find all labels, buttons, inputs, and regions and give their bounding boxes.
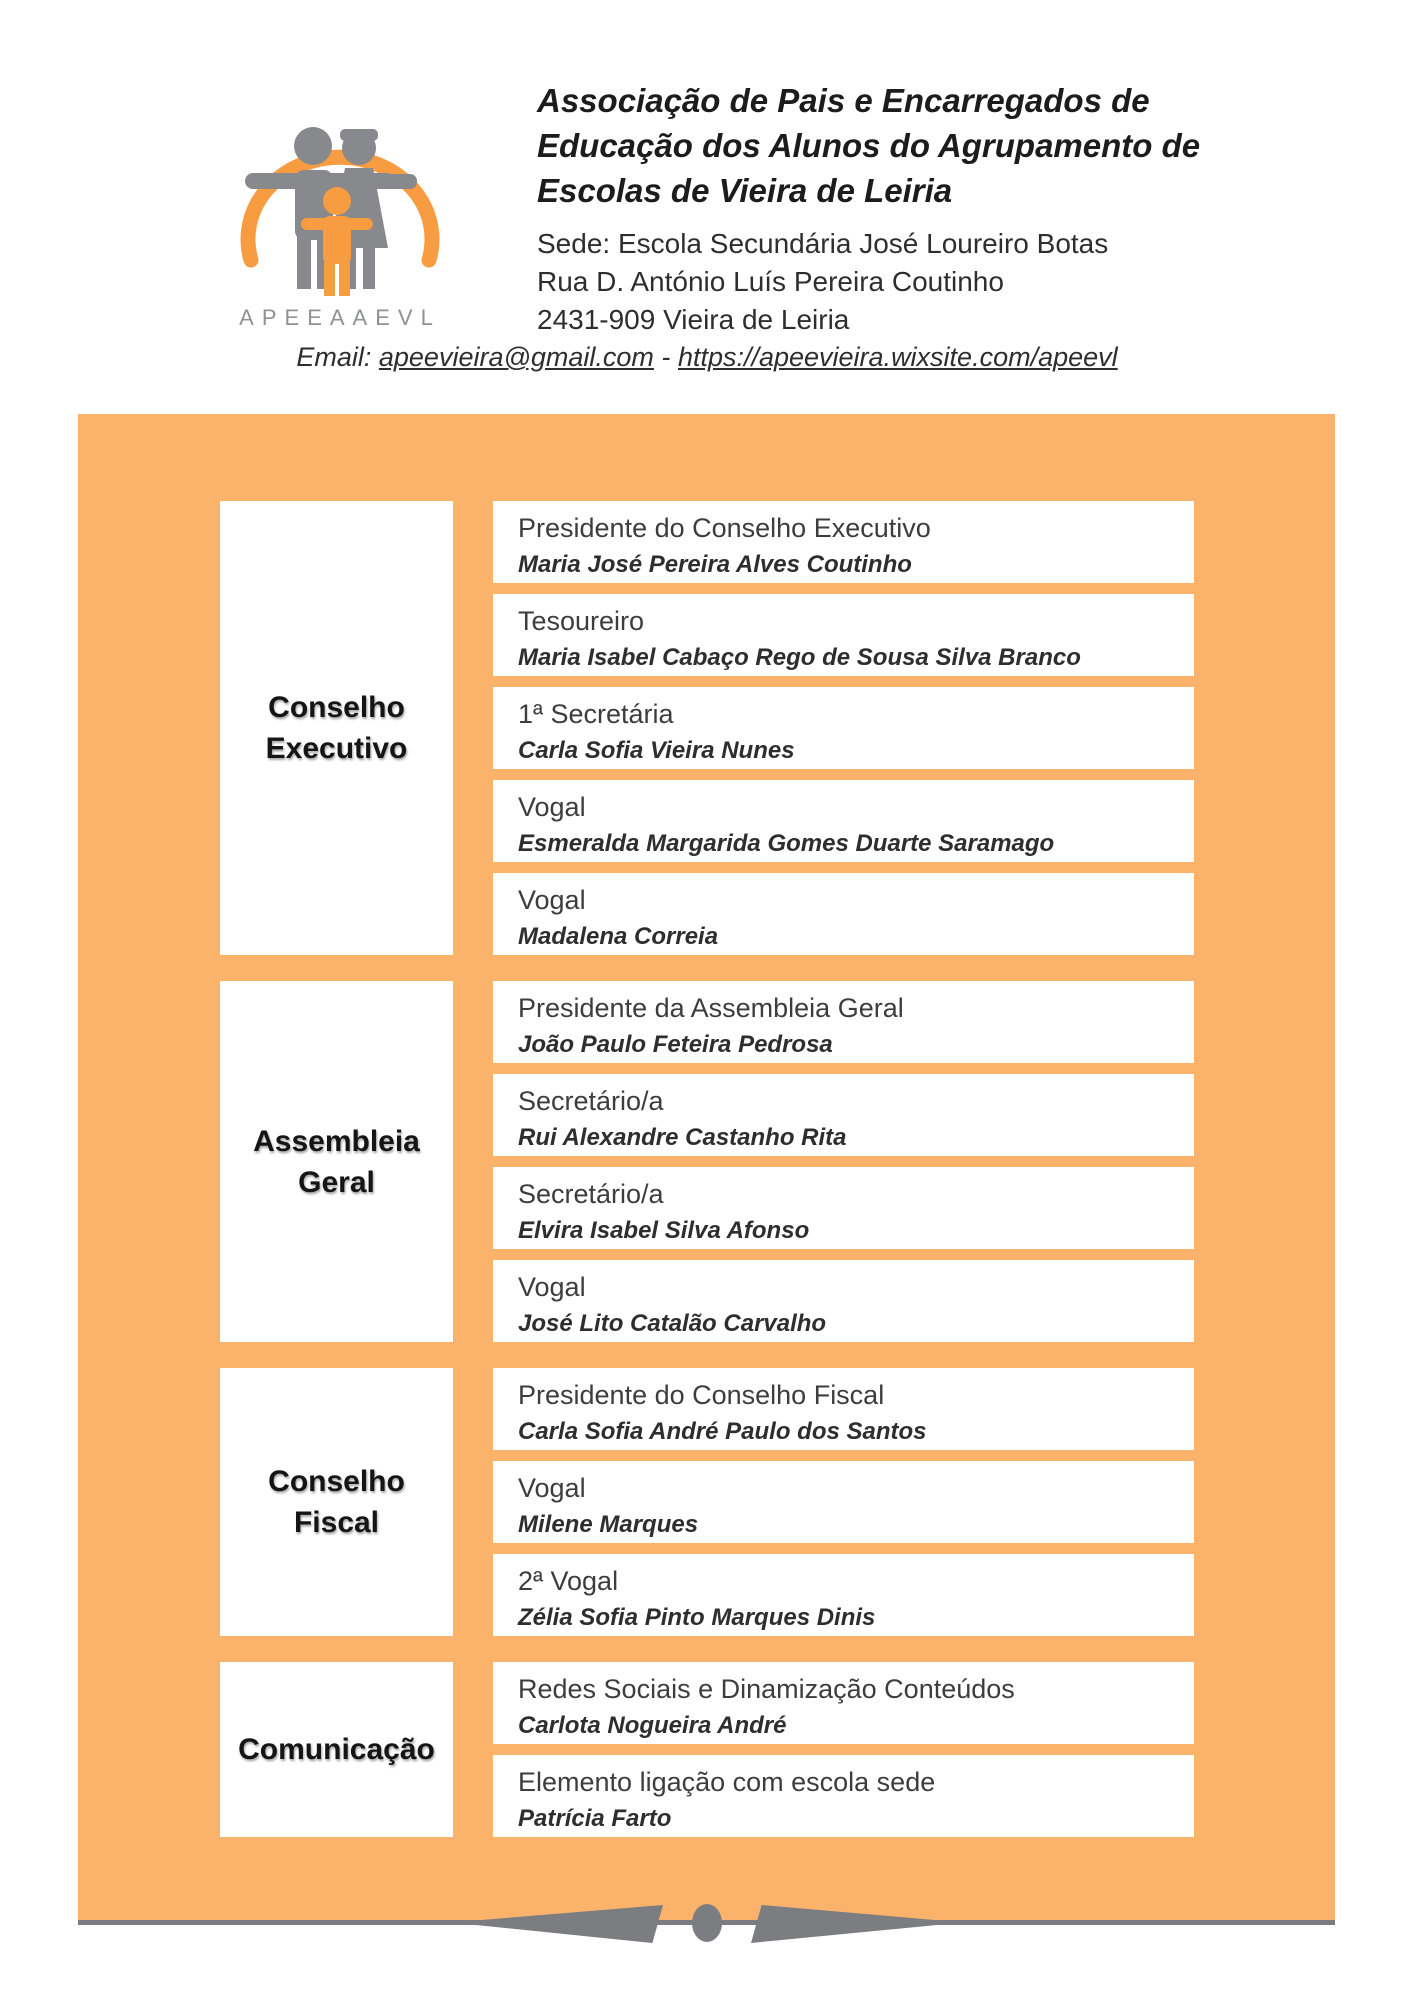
board-section xyxy=(220,1662,1194,1837)
member-role: Elemento ligação com escola sede xyxy=(518,1767,936,1797)
board-section xyxy=(220,1368,1194,1636)
member-card xyxy=(493,1662,1194,1744)
member-card xyxy=(493,981,1194,1063)
member-card xyxy=(493,1167,1194,1249)
member-name: Carlota Nogueira André xyxy=(518,1712,787,1739)
family-logo-icon xyxy=(225,98,455,298)
title-line: Associação de Pais e Encarregados de xyxy=(537,82,1150,119)
logo-caption: APEEAAEVL xyxy=(239,305,441,330)
member-name: Patrícia Farto xyxy=(518,1805,672,1832)
member-list xyxy=(493,1368,1194,1636)
divider-center-dot-icon xyxy=(692,1904,722,1942)
section-label: Conselho Executivo xyxy=(220,501,453,955)
member-role: Secretário/a xyxy=(518,1179,664,1209)
title-line: Educação dos Alunos do Agrupamento de xyxy=(537,127,1201,164)
member-card xyxy=(493,873,1194,955)
member-role: Vogal xyxy=(518,885,586,915)
contact-separator: - xyxy=(661,342,671,372)
member-role: Secretário/a xyxy=(518,1086,664,1116)
member-role: Vogal xyxy=(518,792,586,822)
board-section xyxy=(220,981,1194,1342)
member-card xyxy=(493,780,1194,862)
member-card xyxy=(493,1461,1194,1543)
member-name: Esmeralda Margarida Gomes Duarte Saramago xyxy=(518,830,1055,857)
member-role: Presidente do Conselho Executivo xyxy=(518,513,931,543)
member-name: Maria Isabel Cabaço Rego de Sousa Silva Branco xyxy=(518,644,1081,671)
email-label: Email: xyxy=(296,342,372,372)
board-sections xyxy=(220,501,1194,1837)
member-role: Redes Sociais e Dinamização Conteúdos xyxy=(518,1674,1015,1704)
member-role: 2ª Vogal xyxy=(518,1566,619,1596)
member-card xyxy=(493,594,1194,676)
board-section xyxy=(220,501,1194,955)
member-role: 1ª Secretária xyxy=(518,699,674,729)
member-card xyxy=(493,1755,1194,1837)
board-panel xyxy=(78,414,1335,1925)
member-role: Presidente da Assembleia Geral xyxy=(518,993,904,1023)
page-title xyxy=(537,78,1337,213)
title-line: Escolas de Vieira de Leiria xyxy=(537,172,953,209)
member-role: Tesoureiro xyxy=(518,606,645,636)
member-list xyxy=(493,1662,1194,1837)
member-card xyxy=(493,1554,1194,1636)
address-line: Sede: Escola Secundária José Loureiro Botas xyxy=(537,228,1109,259)
member-name: Zélia Sofia Pinto Marques Dinis xyxy=(518,1604,876,1631)
address-line: Rua D. António Luís Pereira Coutinho xyxy=(537,266,1004,297)
association-logo xyxy=(225,98,455,331)
member-role: Vogal xyxy=(518,1272,586,1302)
member-list xyxy=(493,501,1194,955)
member-list xyxy=(493,981,1194,1342)
member-card xyxy=(493,1260,1194,1342)
member-card xyxy=(493,1368,1194,1450)
member-card xyxy=(493,1074,1194,1156)
member-name: Elvira Isabel Silva Afonso xyxy=(518,1217,810,1244)
member-name: José Lito Catalão Carvalho xyxy=(518,1310,827,1337)
member-name: Rui Alexandre Castanho Rita xyxy=(518,1124,847,1151)
address-line: 2431-909 Vieira de Leiria xyxy=(537,304,850,335)
contact-line xyxy=(0,342,1414,373)
member-role: Vogal xyxy=(518,1473,586,1503)
email-link[interactable]: apeevieira@gmail.com xyxy=(378,342,654,372)
member-name: Carla Sofia André Paulo dos Santos xyxy=(518,1418,927,1445)
section-label: Conselho Fiscal xyxy=(220,1368,453,1636)
member-role: Presidente do Conselho Fiscal xyxy=(518,1380,885,1410)
section-label: Assembleia Geral xyxy=(220,981,453,1342)
member-card xyxy=(493,501,1194,583)
member-name: Madalena Correia xyxy=(518,923,719,950)
section-label: Comunicação xyxy=(220,1662,453,1837)
member-name: Carla Sofia Vieira Nunes xyxy=(518,737,795,764)
member-card xyxy=(493,687,1194,769)
member-name: Maria José Pereira Alves Coutinho xyxy=(518,551,912,578)
website-link[interactable]: https://apeevieira.wixsite.com/apeevl xyxy=(677,342,1118,372)
member-name: Milene Marques xyxy=(518,1511,699,1538)
address-block xyxy=(537,225,1337,339)
member-name: João Paulo Feteira Pedrosa xyxy=(518,1031,833,1058)
header-text-block xyxy=(537,78,1337,339)
